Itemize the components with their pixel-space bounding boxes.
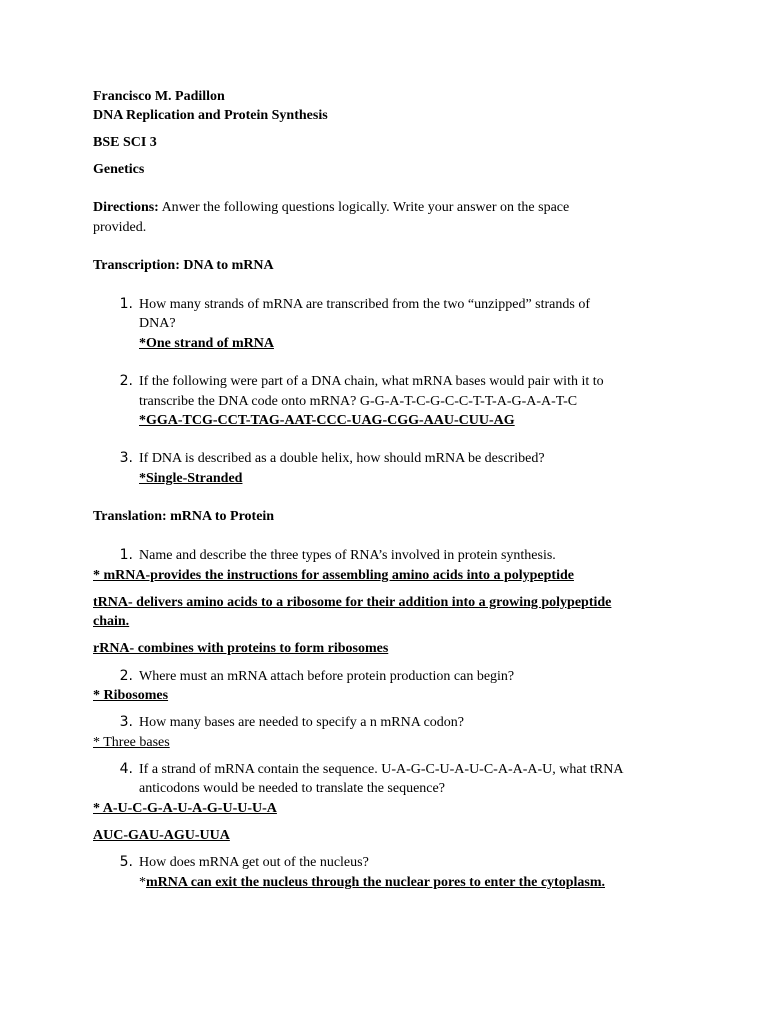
answer-prefix: * (139, 875, 146, 890)
question-number: 1. (119, 547, 133, 563)
answer-line (139, 873, 605, 893)
subject-name: Genetics (93, 162, 145, 177)
answer-text: * Ribosomes (93, 688, 169, 703)
question-text: Name and describe the three types of RNA’s involved in protein synthesis. (139, 548, 556, 563)
directions-text-continued: provided. (93, 220, 147, 235)
document-title: DNA Replication and Protein Synthesis (93, 108, 328, 123)
question-text: If the following were part of a DNA chain, what mRNA bases would pair with it to (139, 374, 604, 389)
question-text: How many bases are needed to specify a n mRNA codon? (139, 715, 465, 730)
answer-text: AUC-GAU-AGU-UUA (93, 828, 230, 843)
question-text: How does mRNA get out of the nucleus? (139, 855, 369, 870)
directions-label: Directions: (93, 200, 159, 215)
answer-text: * Three bases (93, 735, 170, 750)
question-text: transcribe the DNA code onto mRNA? G-G-A-T-C-G-C-C-T-T-A-G-A-A-T-C (139, 394, 578, 409)
course-code: BSE SCI 3 (93, 135, 157, 150)
answer-text: tRNA- delivers amino acids to a ribosome for their addition into a growing polypeptide (93, 595, 612, 610)
answer-text: rRNA- combines with proteins to form ribosomes (93, 641, 389, 656)
answer-text: *One strand of mRNA (139, 336, 274, 351)
question-text: If a strand of mRNA contain the sequence. U-A-G-C-U-A-U-C-A-A-A-U, what tRNA (139, 762, 624, 777)
question-text: anticodons would be needed to translate the sequence? (139, 781, 445, 796)
question-number: 3. (119, 714, 133, 730)
question-text: DNA? (139, 316, 176, 331)
question-number: 1. (119, 296, 133, 312)
question-text: Where must an mRNA attach before protein production can begin? (139, 669, 515, 684)
directions-line (93, 198, 569, 218)
question-number: 2. (119, 668, 133, 684)
author-name: Francisco M. Padillon (93, 89, 225, 104)
question-text: How many strands of mRNA are transcribed from the two “unzipped” strands of (139, 297, 590, 312)
answer-text: *GGA-TCG-CCT-TAG-AAT-CCC-UAG-CGG-AAU-CUU-AG (139, 413, 515, 428)
question-number: 4. (119, 761, 133, 777)
question-text: If DNA is described as a double helix, how should mRNA be described? (139, 451, 545, 466)
directions-text: Anwer the following questions logically. Write your answer on the space (158, 200, 570, 215)
answer-text: mRNA can exit the nucleus through the nuclear pores to enter the cytoplasm. (146, 875, 605, 890)
answer-text: *Single-Stranded (139, 471, 243, 486)
question-number: 3. (119, 450, 133, 466)
answer-text: chain. (93, 614, 130, 629)
section-heading-transcription: Transcription: DNA to mRNA (93, 258, 274, 273)
answer-text: * mRNA-provides the instructions for assembling amino acids into a polypeptide (93, 568, 574, 583)
question-number: 5. (119, 854, 133, 870)
question-number: 2. (119, 373, 133, 389)
section-heading-translation: Translation: mRNA to Protein (93, 509, 275, 524)
answer-text: * A-U-C-G-A-U-A-G-U-U-U-A (93, 801, 277, 816)
